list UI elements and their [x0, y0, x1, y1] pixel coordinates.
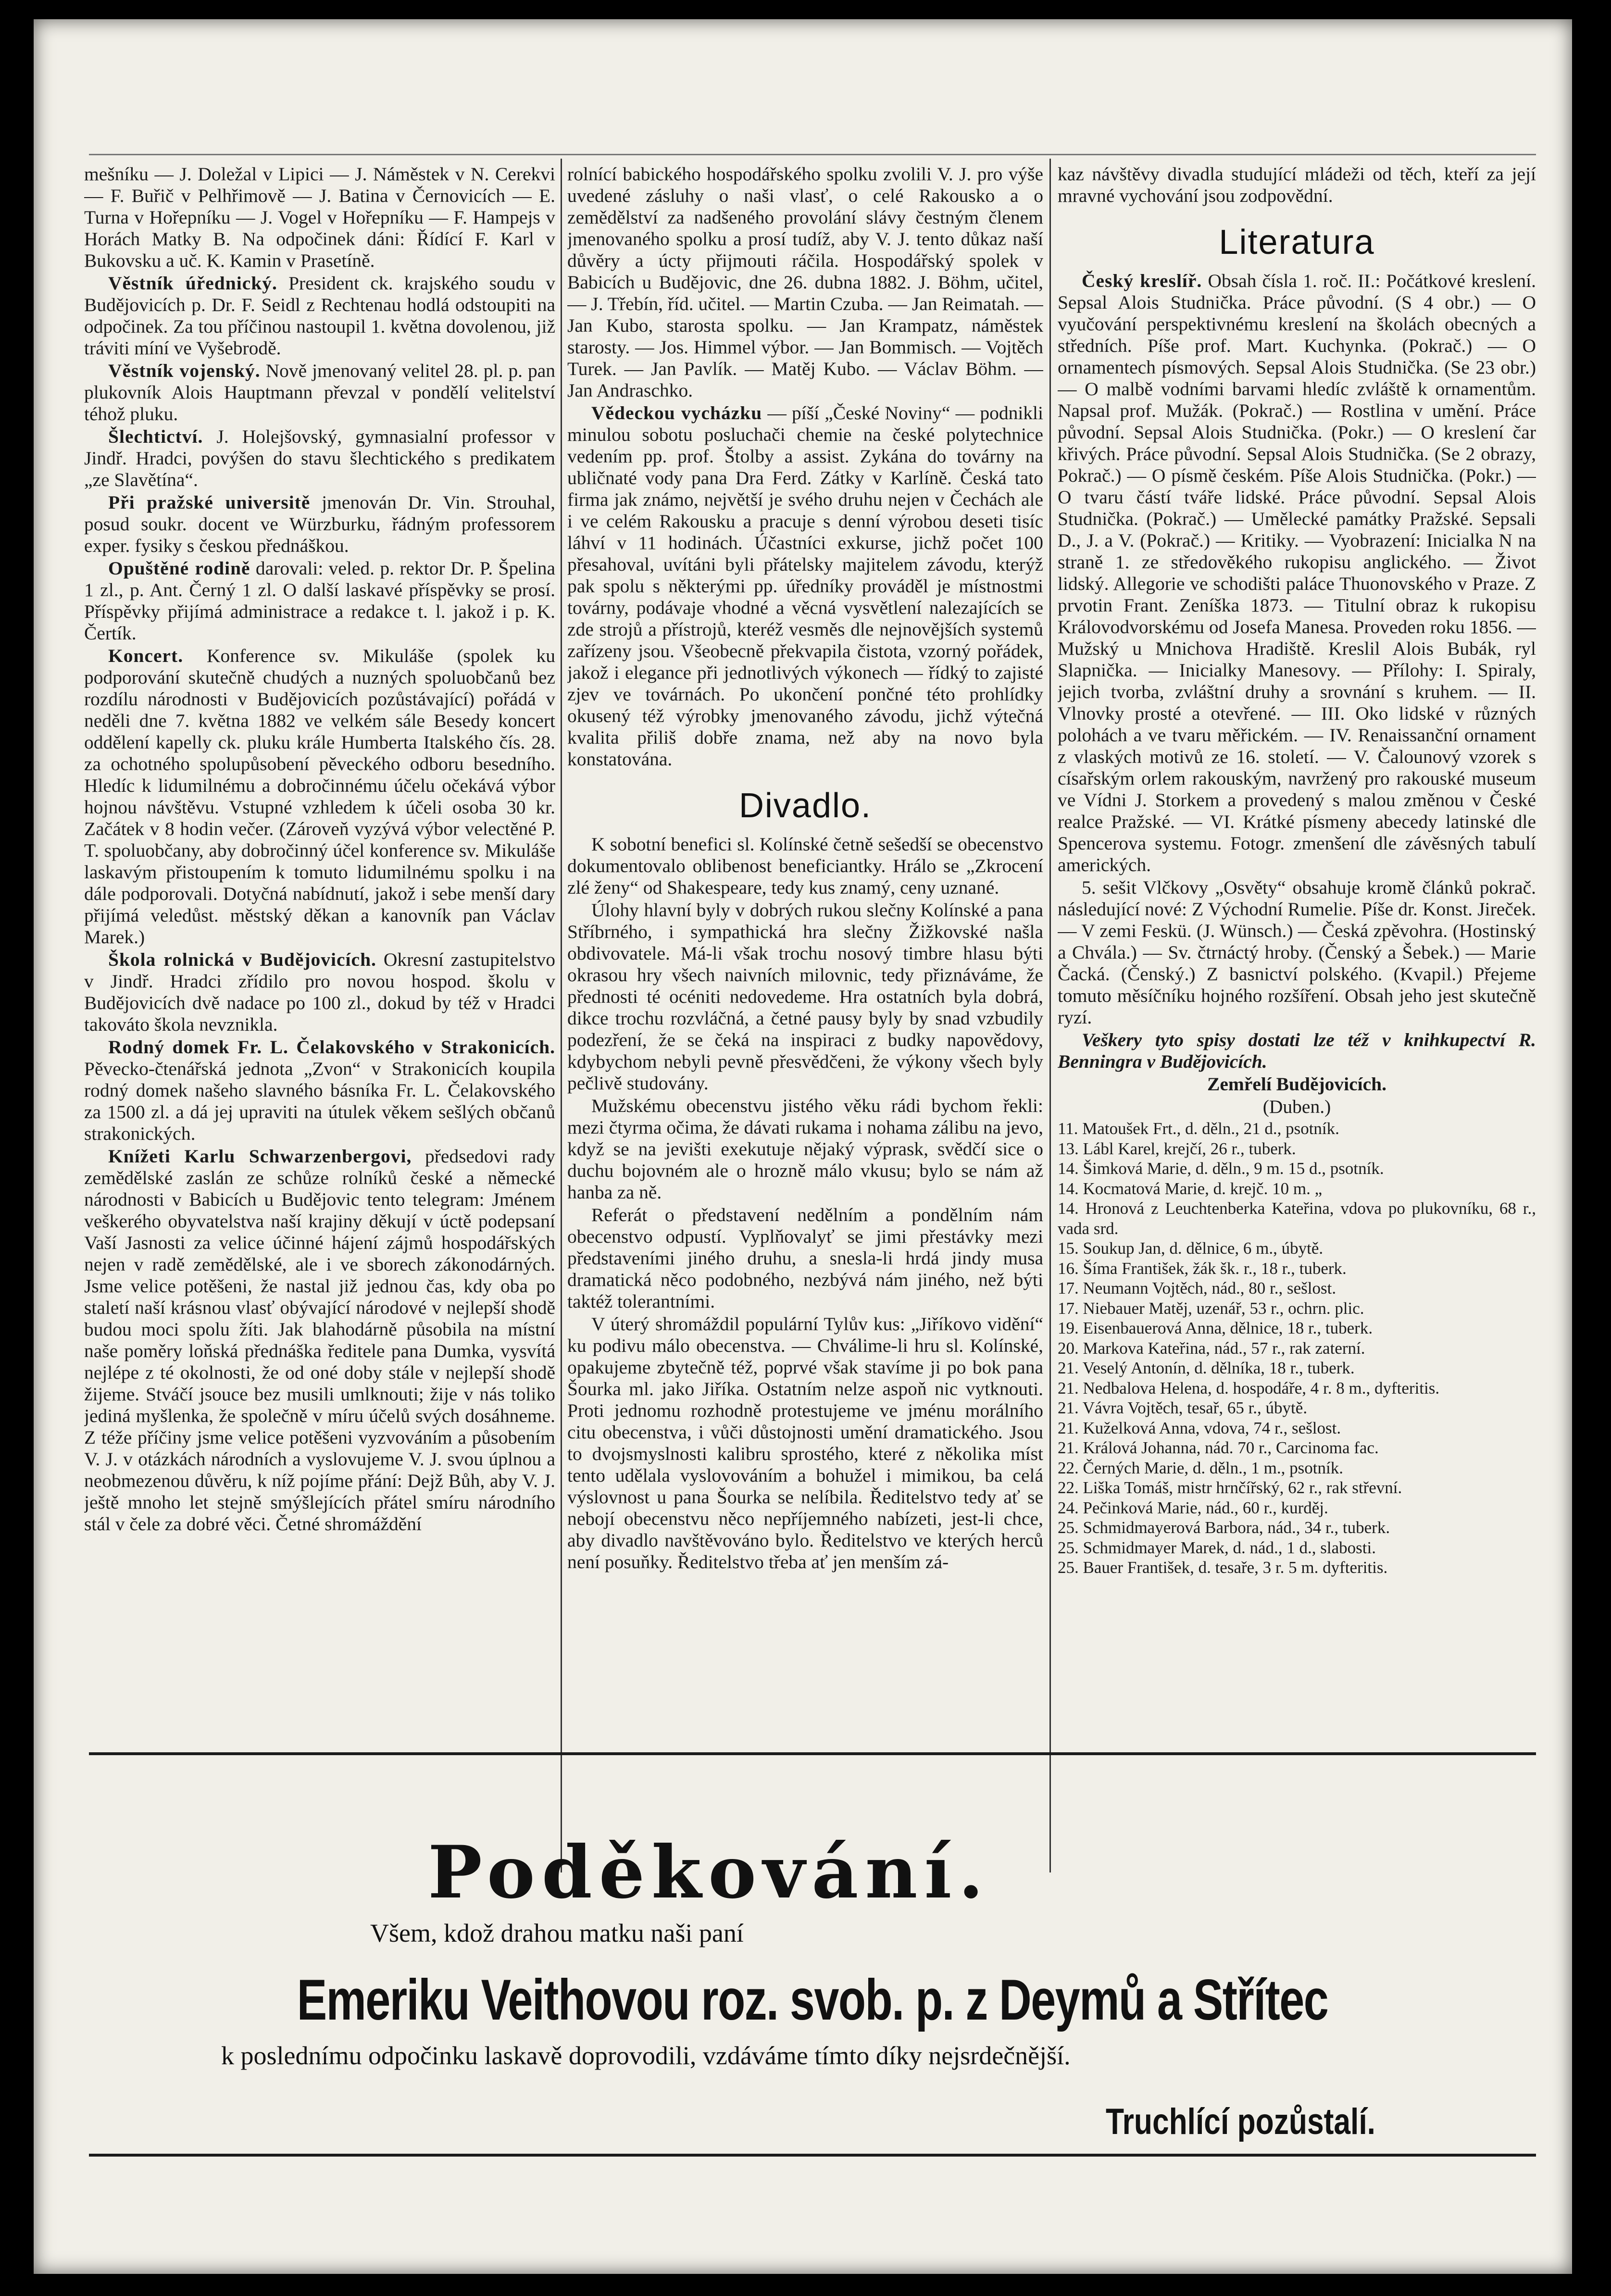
article-text: darovali: veled. p. rektor Dr. P. Špelina 1 zl., p. Ant. Černý 1 zl. O další laskavé příspěvky se prosí. Příspěvky přijímá administrace a redakce t. l. jakož i p. K. Čertík.: [84, 558, 555, 644]
death-entry: 21. Vávra Vojtěch, tesař, 65 r., úbytě.: [1058, 1398, 1308, 1417]
announcement-intro: Všem, kdož drahou matku naši paní: [370, 1919, 744, 1947]
article-lead: Opuštěné rodině: [108, 558, 250, 579]
death-entry: 15. Soukup Jan, d. dělnice, 6 m., úbytě.: [1058, 1239, 1324, 1258]
column-2: [567, 163, 1043, 1872]
death-entry: 25. Bauer František, d. tesaře, 3 r. 5 m. dyfteritis.: [1058, 1558, 1388, 1577]
death-entry: 25. Schmidmayerová Barbora, nád., 34 r., tuberk.: [1058, 1518, 1390, 1537]
article-text: předsedovi rady zemědělské zaslán ze schůze rolníků české a německé národnosti v Babicích u Budějovic tento telegram: Jménem veškerého obyvatelstva naší krajiny děkují v úctě podepsaní Vaší Jasnosti za velice účinné hájení zájmů hospodářských nejen v radě zemědělské, ale i ve sborech zákonodárných. Jsme velice potěšeni, že nastal již jednou čas, kdy oba po staletí naší krásnou vlasť obývající národové v nejlepší shodě budou moci spolu žíti. Jak blahodárně působila na místní naše poměry loňská přednáška ředitele pana Dumka, vysvítá nejlépe z té okolnosti, že od oné doby stále v nejlepší shodě žijeme. Stváčí jsouce bez musili umlknouti; žije v nás toliko jediná myšlenka, že společně v míru účelů svých dosáhneme. Z téže příčiny jsme velice potěšeni vyzvováním a působením V. J. v otázkách národních a vyslovujeme V. J. svou úplnou a neobmezenou důvěru, k níž pojíme přání: Dejž Bůh, aby V. J. ještě mnoho let stejně smýšlejících přátel smíru národního stál v čele za dobré věci. Četné shromáždění: [84, 1146, 555, 1535]
death-entry: 17. Niebauer Matěj, uzenář, 53 r., ochrn. plic.: [1058, 1298, 1364, 1318]
article-text: Okresní zastupitelstvo v Jindř. Hradci zřídilo pro novou hospod. školu v Budějovicích dvě nadace po 100 zl., dokud by též v Hradci takováto škola nevznikla.: [84, 949, 555, 1035]
bookseller-note: Veškery tyto spisy dostati lze též v knihkupectví R. Benningra v Budějovicích.: [1058, 1029, 1536, 1072]
announcement-signature: Truchlící pozůstalí.: [1106, 2101, 1375, 2142]
article-lead: Rodný domek Fr. L. Čelakovského v Strakonicích.: [108, 1036, 555, 1058]
article-text: kaz návštěvy divadla studující mládeži od těch, kteří za její mravné vychování jsou zodpovědní.: [1058, 163, 1536, 206]
death-entry: 17. Neumann Vojtěch, nád., 80 r., sešlost.: [1058, 1279, 1336, 1298]
article-lead: Věstník úřednický.: [108, 273, 277, 294]
death-entry: 14. Hronová z Leuchtenberka Kateřina, vdova po plukovníku, 68 r., vada srd.: [1058, 1199, 1536, 1238]
article-paragraph: [567, 1095, 1043, 1203]
article-paragraph: [84, 426, 555, 491]
article-paragraph: [84, 645, 555, 948]
article-paragraph: [84, 1146, 555, 1535]
article-lead: Při pražské universitě: [108, 492, 311, 513]
death-entry: 22. Liška Tomáš, mistr hrnčířský, 62 r., rak střevní.: [1058, 1478, 1402, 1497]
column-divider-2: [1049, 159, 1051, 1872]
announcement-name: Emeriku Veithovou roz. svob. p. z Deymů a Střítec: [297, 1968, 1328, 2032]
article-paragraph: [1058, 270, 1536, 876]
column-divider-1: [561, 159, 562, 1872]
article-paragraph: [567, 1204, 1043, 1312]
article-text: Pěvecko-čtenářská jednota „Zvon“ v Strakonicích koupila rodný domek našeho slavného básníka Fr. L. Čelakovského za 1500 zl. a dá jej upraviti na útulek věkem sešlých občanů strakonických.: [84, 1058, 555, 1144]
death-entry: 21. Králová Johanna, nád. 70 r., Carcinoma fac.: [1058, 1438, 1379, 1457]
article-text: jmenován Dr. Vin. Strouhal, posud soukr. docent ve Würzburku, řádným professorem exper. fysiky s českou přednáškou.: [84, 492, 555, 556]
article-paragraph: [567, 1313, 1043, 1573]
section-heading: Literatura: [1219, 223, 1375, 262]
death-entry: 24. Pečinková Marie, nád., 60 r., kurděj.: [1058, 1498, 1328, 1517]
death-entry: 16. Šíma František, žák šk. r., 18 r., tuberk.: [1058, 1259, 1347, 1278]
article-paragraph: [84, 1036, 555, 1145]
column-1: [84, 163, 555, 1872]
article-text: V úterý shromáždil populární Tylův kus: „Jiříkovo vidění“ ku podivu málo obecenstva. — Chválime-li hru sl. Kolínské, opakujeme zbytečně též, poprvé však stavíme ji po bok pana Šourka ml. jako Jiříka. Ostatním nelze aspoň nic vytknouti. Proti jednomu rozhodně protestujeme ve jménu morálního citu obecenstva, i vůči důstojnosti umění dramatického. Jsou to dvojsmyslnosti kalibru sprostého, které z několika míst tento udělala vyslovováním a bohužel i mimikou, ba celá výslovnost u pana Šourka se nelíbila. Ředitelstvo tedy ať se nebojí obecenstvu něco nepříjemného nabízeti, jest-li chce, aby divadlo navštěvováno bylo. Ředitelstvo ve kterých herců není posuňky. Ředitelstvo třeba ať jen menším zá-: [567, 1313, 1043, 1572]
newspaper-page: [34, 19, 1572, 2274]
article-paragraph: [84, 163, 555, 272]
announcement-title: Poděkování.: [428, 1830, 990, 1915]
article-lead: Škola rolnická v Budějovicích.: [108, 949, 376, 970]
death-entry: 20. Markova Kateřina, nád., 57 r., rak zaterní.: [1058, 1338, 1365, 1358]
death-entry: 19. Eisenbauerová Anna, dělnice, 18 r., tuberk.: [1058, 1319, 1373, 1337]
article-lead: Český kreslíř.: [1082, 270, 1202, 291]
article-paragraph: [84, 949, 555, 1036]
article-text: Mužskému obecenstvu jistého věku rádi bychom řekli: mezi čtyrma očima, že dávati rukama i nohama zálibu na jevo, když se na jevišti exekutuje nějaký výprask, svědčí sice o duchu bojovném ale o hrozně málo vkusu; bylo se nám až hanba za ně.: [567, 1095, 1043, 1203]
death-entry: 14. Kocmatová Marie, d. krejč. 10 m. „: [1058, 1179, 1323, 1198]
death-entry: 25. Schmidmayer Marek, d. nád., 1 d., slabosti.: [1058, 1538, 1376, 1557]
death-entry: 13. Lábl Karel, krejčí, 26 r., tuberk.: [1058, 1139, 1296, 1158]
announcement-top-rule: [89, 1752, 1536, 1755]
death-entry: 21. Veselý Antonín, d. dělníka, 18 r., tuberk.: [1058, 1359, 1355, 1377]
article-text: K sobotní benefici sl. Kolínské četně sešedší se obecenstvo dokumentovalo oblibenost beneficiantky. Hrálo se „Zkrocení zlé ženy“ od Shakespeare, tedy kus znamý, ceny uznané.: [567, 834, 1043, 898]
list-heading: Zemřelí Budějovicích.: [1207, 1073, 1386, 1095]
death-entry: 11. Matoušek Frt., d. děln., 21 d., psotník.: [1058, 1119, 1339, 1138]
article-text: Referát o představení nedělním a pondělním nám obecenstvo odpustí. Vyplňovalyť se jimi přestávky mezi představeními jiného druhu, a snesla-li hrdá jindy musa dramatická něco podobného, nezbývá nám jiného, než býti taktéž tolerantními.: [567, 1204, 1043, 1312]
death-list: [1058, 1119, 1536, 1578]
article-text: Konference sv. Mikuláše (spolek ku podporování skutečně chudých a nuzných spoluobčanů bez rozdílu národnosti v Budějovicích pozůstávající) pořádá v neděli dne 7. května 1882 ve velkém sále Besedy koncert oddělení kapelly ck. pluku krále Humberta Italského čís. 28. za ochotného spolupůsobení pěveckého odboru besedního. Hledíc k lidumilnému a dobročinnému účelu očekává výbor hojnou návštěvu. Vstupné vzhledem k účeli osoba 30 kr. Začátek v 8 hodin večer. (Zároveň vyzývá výbor velectěné P. T. spoluobčany, aby dobročinný účel konference sv. Mikuláše laskavým přistoupením k tomuto lidumilnému spolku i na dále podporovali. Dotyčná nabídnutí, jakož i sebe menší dary přijímá veledůst. městský děkan a kanovník pan Václav Marek.): [84, 645, 555, 948]
article-text: Úlohy hlavní byly v dobrých rukou slečny Kolínské a pana Stříbrného, i sympathická hra slečny Žižkovské našla obdivovatele. Má-li však trochu nosový timbre hlasu býti okrasou hry všech naivních milovnic, tedy přiznáváme, že přednosti té océniti nedovedeme. Hra ostatních byla dobrá, dikce trochu rozvláčná, a četné pausy byly by snad vzbudily podezření, že se čeká na inspiraci z budky napovědovy, kdybychom nebyli pevně přesvědčeni, že výkony všech byly pečlivě studovány.: [567, 899, 1043, 1094]
article-lead: Šlechtictví.: [108, 426, 203, 447]
article-paragraph: [1058, 163, 1536, 207]
article-paragraph: [1058, 877, 1536, 1028]
column-3: [1058, 163, 1536, 1872]
article-text: President ck. krajského soudu v Budějovicích p. Dr. F. Seidl z Rechtenau hodlá odstoupiti na odpočinek. Za tou příčinou nastoupil 1. května dovolenou, již tráviti míní ve Vyšebrodě.: [84, 273, 555, 359]
article-paragraph: [567, 899, 1043, 1094]
article-text: rolnící babického hospodářského spolku zvolili V. J. pro výše uvedené zásluhy o naši vlasť, o celé Rakousko a o zemědělství za nadšeného provolání slávy čestným členem jmenovaného spolku a prosí tudíž, aby V. J. tento důkaz naší důvěry a úcty přijmouti ráčila. Hospodářský spolek v Babicích u Budějovic, dne 26. dubna 1882. J. Böhm, učitel, — J. Třebín, říd. učitel. — Martin Czuba. — Jan Reimatah. — Jan Kubo, starosta spolku. — Jan Krampatz, náměstek starosty. — Jos. Himmel výbor. — Jan Bommisch. — Vojtěch Turek. — Jan Pavlík. — Matěj Kubo. — Václav Böhm. — Jan Andraschko.: [567, 163, 1043, 401]
article-text: mešníku — J. Doležal v Lipici — J. Náměstek v N. Cerekvi — F. Buřič v Pelhřimově — J. Batina v Černovicích — E. Turna v Hořepníku — J. Vogel v Hořepníku — F. Hampejs v Horách Matky B. Na odpočinek dáni: Řídící F. Karl v Bukovsku a uč. K. Kamin v Prasetíně.: [84, 163, 555, 271]
announcement-bottom-rule: [89, 2154, 1536, 2157]
article-text: Obsah čísla 1. roč. II.: Počátkové kreslení. Sepsal Alois Studnička. Práce původní. (S 4 obr.) — O vyučování perspektivnému kreslení na školách obecných a středních. Píše prof. Mart. Kuchynka. (Pokrač.) — O ornamentech písmových. Sepsal Alois Studnička. (Se 23 obr.) — O malbě vodními barvami hledíc zvláště k ornamentům. Napsal prof. Mužák. (Pokrač.) — Rostlina v umění. Práce původní. Sepsal Alois Studnička. (Pokr.) — O kreslení čar křivých. Práce původní. Sepsal Alois Studnička. (Se 2 obrazy, Pokrač.) — O písmě českém. Píše Alois Studnička. (Pokr.) — O tvaru částí tváře lidské. Práce původní. Sepsal Alois Studnička. (Pokrač.) — Umělecké památky Pražské. Sepsali D., J. a V. (Pokrač.) — Kritiky. — Vyobrazení: Inicialka N na straně 1. ze středověkého rukopisu anglického. — Život lidský. Allegorie ve schodišti paláce Thuonovského v Praze. Z prvotin Frant. Zeníška 1873. — Titulní obraz k rukopisu Královodvorskému od Josefa Manesa. Proveden roku 1856. — Mužský u Mnichova Hradiště. Kreslil Alois Bubák, ryl Slapnička. — Inicialky Manesovy. — Přílohy: I. Spiraly, jejich tvorba, zvláštní druhy a srovnání s kruhem. — II. Vlnovky prosté a otevřené. — III. Oko lidské v různých polohách a ve tvaru měřickém. — IV. Renaissanční ornament z vlaských motivů ze 16. století. — V. Čalounový vzorek s císařským orlem rakouským, navržený pro rakouské museum ve Vídni J. Storkem a provedený s malou změnou v České realce Pražské. — VI. Krátké písmeny abecedy latinské dle Spencerova systemu. Fotogr. zmenšení dle závěsných tabulí amerických.: [1058, 270, 1536, 875]
article-lead: Koncert.: [108, 645, 184, 666]
death-entry: 21. Kuželková Anna, vdova, 74 r., sešlost.: [1058, 1418, 1341, 1437]
article-text: Nově jmenovaný velitel 28. pl. p. pan plukovník Alois Hauptmann převzal v pondělí velitelství téhož pluku.: [84, 360, 555, 424]
article-text: J. Holejšovský, gymnasialní professor v Jindř. Hradci, povýšen do stavu šlechtického s predikatem „ze Slavětína“.: [84, 426, 555, 490]
article-text: 5. sešit Vlčkovy „Osvěty“ obsahuje kromě článků pokrač. následující nové: Z Východní Rumelie. Píše dr. Konst. Jireček. — V zemi Feskü. (J. Wünsch.) — Česká zpěvohra. (Hostinský a Chvála.) — Sv. čtrnáctý hroby. (Čenský a Šebek.) — Marie Čacká. (Čenský.) Z basnictví polského. (Kvapil.) Přejeme tomuto měsíčníku hojného rozšíření. Obsah jeho jest skutečně ryzí.: [1058, 877, 1536, 1028]
article-lead: Knížeti Karlu Schwarzenbergovi,: [108, 1146, 412, 1167]
article-paragraph: [84, 492, 555, 557]
article-text: — píší „České Noviny“ — podnikli minulou sobotu posluchači chemie na české polytechnice vedením pp. prof. Štolby a assist. Zykána do továrny na ubličnaté vody pana Dra Ferd. Zátky v Karlíně. Česká tato firma jak známo, největší je svého druhu nejen v Čechách ale i ve celém Rakousku a pracuje s denní výrobou deseti tisíc láhví v 11 hodinách. Účastníci exkurse, jichž počet 100 přesahoval, uvítáni byli přátelsky majitelem závodu, kterýž pak spolu s některými pp. úředníky prováděl je místnostmi továrny, podávaje vhodné a věcná vysvětlení nalezajících se zde strojů a přístrojů, kteréž vesměs dle nejnovějších systemů zařízeny jsou. Všeobecně překvapila čistota, vzorný pořádek, jakož i elegance při jednotlivých výkonech — řídký to zajisté zjev ve továrnách. Po ukončení pončné této prohlídky okusený též výrobky jmenovaného závodu, jichž výtečná kvalita přiliš dobře znama, než aby na novo byla konstatována.: [567, 402, 1043, 770]
article-paragraph: [84, 558, 555, 644]
article-paragraph: [84, 360, 555, 425]
article-lead: Vědeckou vycházku: [591, 402, 762, 424]
article-paragraph: [567, 163, 1043, 401]
death-entry: 22. Černých Marie, d. děln., 1 m., psotník.: [1058, 1458, 1343, 1477]
list-subheading: (Duben.): [1262, 1096, 1331, 1117]
article-lead: Věstník vojenský.: [108, 360, 261, 381]
announcement-body: k poslednímu odpočinku laskavě doprovodili, vzdáváme tímto díky nejsrdečnější.: [221, 2041, 1071, 2070]
death-entry: 14. Šimková Marie, d. děln., 9 m. 15 d., psotník.: [1058, 1159, 1384, 1178]
article-paragraph: [567, 402, 1043, 770]
section-heading: Divadlo.: [738, 786, 872, 825]
death-entry: 21. Nedbalova Helena, d. hospodáře, 4 r. 8 m., dyfteritis.: [1058, 1378, 1440, 1398]
article-paragraph: [567, 834, 1043, 898]
top-divider: [89, 154, 1536, 155]
article-paragraph: [84, 273, 555, 359]
